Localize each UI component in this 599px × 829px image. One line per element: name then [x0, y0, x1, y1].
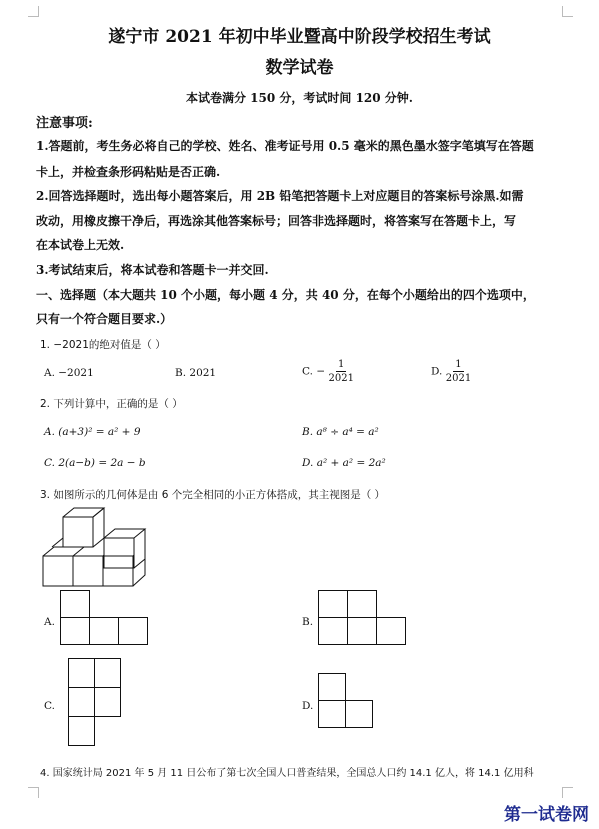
- notice-line-6: 3.考试结束后，将本试卷和答题卡一并交回.: [36, 263, 269, 277]
- q2-stem: 2. 下列计算中，正确的是（ ）: [40, 398, 183, 410]
- site-watermark: 第一试卷网: [504, 805, 589, 825]
- notice-line-5: 在本试卷上无效.: [36, 238, 125, 252]
- q1-option-d-label: D.: [431, 365, 443, 378]
- crop-mark-top-right: [562, 6, 573, 17]
- q1-option-d: [431, 358, 471, 385]
- crop-mark-bottom-left: [28, 787, 39, 798]
- notice-heading: 注意事项:: [36, 116, 93, 131]
- q1-stem: 1. −2021的绝对值是（ ）: [40, 339, 166, 351]
- q3-option-c-view: [68, 658, 128, 748]
- q1-option-c-fraction: [329, 358, 354, 385]
- section-1-heading-cont: 只有一个符合题目要求.）: [36, 312, 173, 326]
- notice-line-4: 改动，用橡皮擦干净后，再选涂其他答案标号；回答非选择题时，将答案写在答题卡上，写: [36, 214, 517, 228]
- q3-option-b-label: B.: [302, 616, 314, 628]
- q2-option-c: C. 2(a−b) = 2a − b: [44, 457, 146, 469]
- q3-option-d-label: D.: [302, 700, 314, 712]
- exam-title: 遂宁市 2021 年初中毕业暨高中阶段学校招生考试: [108, 27, 491, 47]
- q1-option-c-sign: −: [316, 365, 326, 378]
- crop-mark-bottom-right: [562, 787, 573, 798]
- q1-option-d-numerator: 1: [455, 359, 462, 370]
- q3-option-c-label: C.: [44, 700, 55, 712]
- q2-option-d: D. a² + a² = 2a²: [302, 457, 386, 469]
- exam-subtitle: 数学试卷: [265, 58, 334, 78]
- q3-option-a-view: [60, 590, 150, 645]
- q1-option-c: [302, 358, 354, 385]
- q1-option-b: B. 2021: [175, 367, 217, 379]
- q2-option-b: B. a⁸ ÷ a⁴ = a²: [302, 426, 379, 438]
- q2-option-a: A. (a+3)² = a² + 9: [44, 426, 141, 438]
- q3-stem: 3. 如图所示的几何体是由 6 个完全相同的小正方体搭成，其主视图是（ ）: [40, 489, 386, 501]
- q1-option-d-denominator: 2021: [445, 373, 472, 384]
- q3-option-b-view: [318, 590, 408, 645]
- notice-line-3: 2.回答选择题时，选出每小题答案后，用 2B 铅笔把答题卡上对应题目的答案标号涂黑.如需: [36, 189, 524, 203]
- q3-option-a-label: A.: [44, 616, 55, 628]
- q1-option-c-numerator: 1: [338, 359, 345, 370]
- q1-option-c-label: C.: [302, 365, 313, 378]
- q3-cube-figure: [40, 505, 170, 590]
- q4-stem: 4. 国家统计局 2021 年 5 月 11 日公布了第七次全国人口普查结果，全国总人口约 14.1 亿人，将 14.1 亿用科: [40, 768, 534, 779]
- section-1-heading: 一、选择题（本大题共 10 个小题，每小题 4 分，共 40 分，在每个小题给出的四个选项中，: [36, 288, 535, 302]
- notice-line-2: 卡上，并检查条形码粘贴是否正确.: [36, 165, 221, 179]
- notice-line-1: 1.答题前，考生务必将自己的学校、姓名、准考证号用 0.5 毫米的黑色墨水签字笔填写在答题: [36, 139, 534, 153]
- q3-option-d-view: [318, 673, 378, 733]
- exam-info: 本试卷满分 150 分，考试时间 120 分钟.: [186, 91, 413, 105]
- q1-option-a: A. −2021: [44, 367, 94, 379]
- crop-mark-top-left: [28, 6, 39, 17]
- q1-option-d-fraction: [446, 358, 471, 385]
- q1-option-c-denominator: 2021: [328, 373, 354, 384]
